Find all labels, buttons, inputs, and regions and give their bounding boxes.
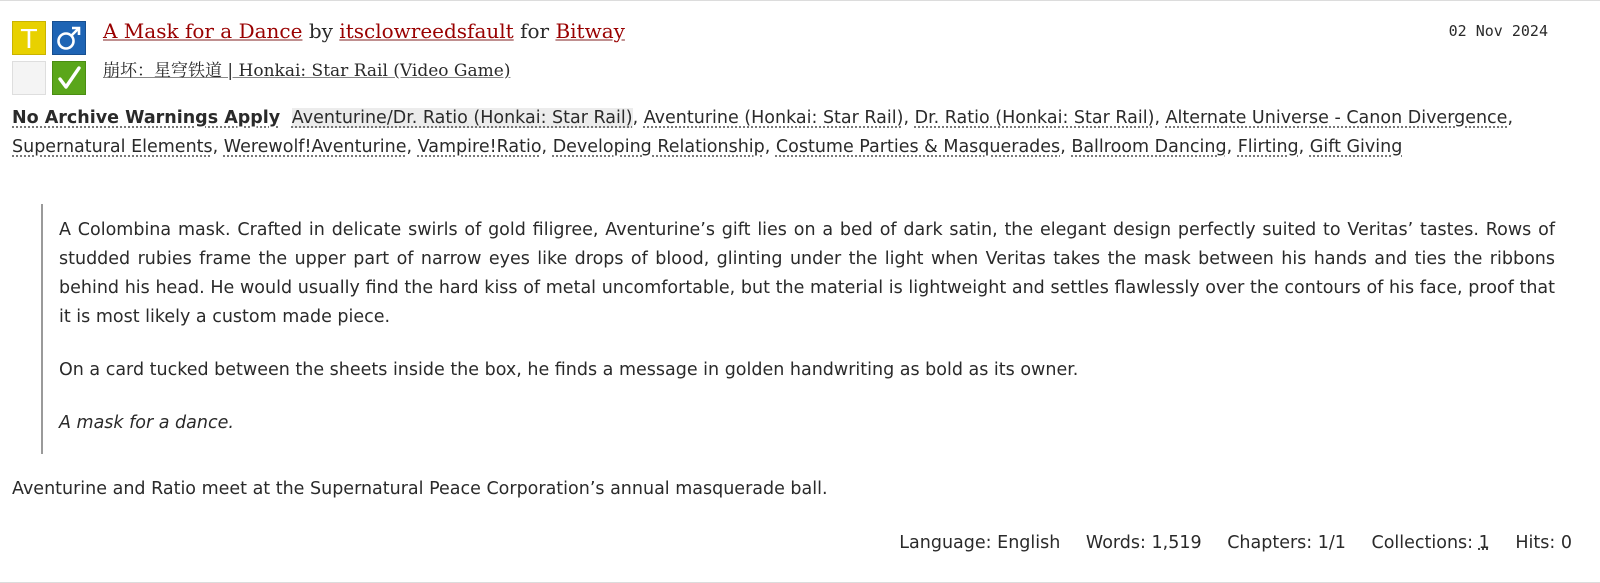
fandoms-heading bbox=[103, 56, 510, 81]
rating-teen-icon[interactable] bbox=[12, 21, 46, 55]
stat-words-label: Words: bbox=[1085, 533, 1146, 553]
author-link[interactable]: itsclowreedsfault bbox=[339, 19, 514, 43]
stat-chapters-label: Chapters: bbox=[1227, 533, 1313, 553]
stat-language bbox=[899, 533, 1066, 553]
tag-freeform[interactable]: Developing Relationship bbox=[552, 137, 765, 157]
svg-text:T: T bbox=[21, 25, 37, 54]
required-tags bbox=[12, 21, 88, 97]
tag-freeform[interactable]: Werewolf!Aventurine bbox=[223, 137, 407, 157]
stat-hits-label: Hits: bbox=[1515, 533, 1556, 553]
tag-freeform[interactable]: Vampire!Ratio bbox=[417, 137, 542, 157]
work-stats bbox=[879, 533, 1572, 553]
work-note: Aventurine and Ratio meet at the Supernatural Peace Corporation’s annual masquerade ball. bbox=[12, 479, 828, 499]
stat-collections-link[interactable]: 1 bbox=[1478, 533, 1490, 553]
tag-relationship[interactable]: Aventurine/Dr. Ratio (Honkai: Star Rail) bbox=[291, 108, 633, 128]
tag-freeform[interactable]: Alternate Universe - Canon Divergence bbox=[1165, 108, 1508, 128]
work-summary bbox=[41, 204, 1563, 454]
work-title-link[interactable]: A Mask for a Dance bbox=[103, 19, 303, 43]
warning-blank-icon[interactable] bbox=[12, 61, 46, 95]
tag-freeform[interactable]: Flirting bbox=[1237, 137, 1299, 157]
stat-language-label: Language: bbox=[899, 533, 992, 553]
by-text: by bbox=[308, 19, 333, 43]
stat-chapters-value: 1/1 bbox=[1317, 533, 1346, 553]
tag-character[interactable]: Aventurine (Honkai: Star Rail) bbox=[643, 108, 904, 128]
stat-hits bbox=[1515, 533, 1572, 553]
for-text: for bbox=[520, 19, 550, 43]
stat-collections bbox=[1372, 533, 1496, 553]
stat-collections-label: Collections: bbox=[1371, 533, 1474, 553]
recipient-link[interactable]: Bitway bbox=[555, 19, 625, 43]
tag-freeform[interactable]: Costume Parties & Masquerades bbox=[775, 137, 1061, 157]
stat-words bbox=[1086, 533, 1207, 553]
summary-paragraph: A Colombina mask. Crafted in delicate swirls of gold filigree, Aventurine’s gift lies on a bed of dark satin, the elegant design perfectly suited to Veritas’ tastes. Rows of studded rubies frame the upper part of narrow eyes like drops of blood, glinting under the light when Veritas takes the mask between his hands and ties the ribbons behind his head. He would usually find the hard kiss of metal uncomfortable, but the material is lightweight and settles flawlessly over the contours of his face, proof that it is most likely a custom made piece. bbox=[59, 220, 1555, 327]
tag-warning[interactable]: No Archive Warnings Apply bbox=[12, 108, 281, 128]
publish-date: 02 Nov 2024 bbox=[1448, 22, 1548, 40]
tag-freeform[interactable]: Gift Giving bbox=[1309, 137, 1403, 157]
summary-paragraph: On a card tucked between the sheets inside the box, he finds a message in golden handwriting as bold as its owner. bbox=[59, 360, 1079, 380]
stat-words-value: 1,519 bbox=[1151, 533, 1202, 553]
stat-hits-value: 0 bbox=[1560, 533, 1572, 553]
tag-freeform[interactable]: Supernatural Elements bbox=[12, 137, 213, 157]
male-symbol-icon[interactable] bbox=[52, 21, 86, 55]
stat-chapters bbox=[1227, 533, 1351, 553]
tag-freeform[interactable]: Ballroom Dancing bbox=[1071, 137, 1227, 157]
checkmark-icon[interactable] bbox=[52, 61, 86, 95]
summary-italic-line: A mask for a dance. bbox=[59, 413, 234, 433]
tag-character[interactable]: Dr. Ratio (Honkai: Star Rail) bbox=[914, 108, 1155, 128]
fandom-link[interactable]: 崩坏：星穹铁道 | Honkai: Star Rail (Video Game) bbox=[103, 61, 511, 81]
tag-list: No Archive Warnings Apply Aventurine/Dr. Ratio (Honkai: Star Rail), Aventurine (Honkai: Star Rail), Dr. Ratio (Honkai: Star Rail), Alternate Universe - Canon Divergence, Supernatural Elements, Werewolf!Aventurine, Vampire!Ratio, Developing Relationship, Costume Parties & Masquerades, Ballroom Dancing, Flirting, Gift Giving bbox=[12, 108, 1514, 157]
work-heading bbox=[103, 19, 625, 43]
stat-language-value: English bbox=[997, 533, 1061, 553]
